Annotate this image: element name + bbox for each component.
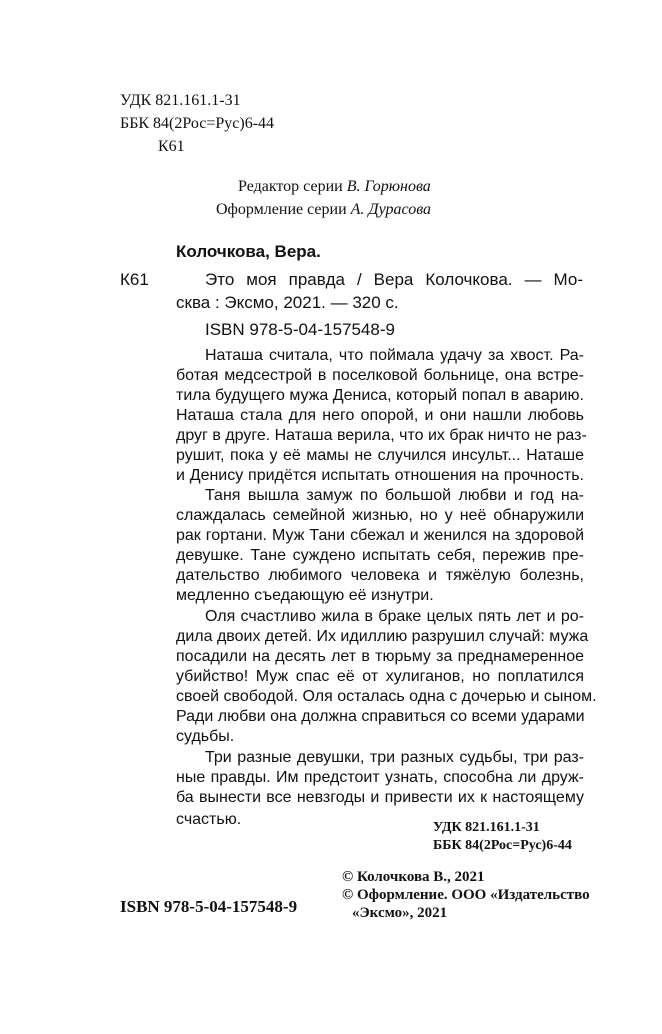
record-title-line-1-text: Это моя правда / Вера Колочкова. — Мо- xyxy=(205,270,583,289)
annotation-line xyxy=(176,386,584,405)
series-design-line xyxy=(216,201,431,219)
copyright-design-line-2: «Эксмо», 2021 xyxy=(352,905,448,921)
annotation-line-text: рушит, пока у её мамы не случился инсульт... Наташе xyxy=(176,447,584,464)
annotation-line xyxy=(176,466,584,485)
annotation-line-text: посадили на десять лет в тюрьму за преднамеренное xyxy=(176,648,584,665)
annotation-line-text: убийство! Муж спас её от хулиганов, но поплатился xyxy=(176,668,584,685)
copyright-design-line-1: © Оформление. ООО «Издательство xyxy=(342,887,590,903)
record-isbn: ISBN 978-5-04-157548-9 xyxy=(205,320,395,339)
annotation-line xyxy=(176,406,584,425)
annotation-line-text: Наташа считала, что поймала удачу за хвост. Ра- xyxy=(205,347,584,364)
annotation-line-text: и Денису придётся испытать отношения на прочность. xyxy=(176,467,584,484)
annotation-line: судьбы. xyxy=(176,728,235,745)
annotation-line-text: Таня вышла замуж по большой любви и год на- xyxy=(205,487,584,504)
annotation-line-text: рак гортани. Муж Тани сбежал и женился на здоровой xyxy=(176,527,584,544)
annotation-line xyxy=(176,426,587,445)
series-editor-line xyxy=(238,178,431,196)
annotation-line xyxy=(176,707,584,726)
record-author: Колочкова, Вера. xyxy=(176,242,321,261)
annotation-line: счастью. xyxy=(176,811,242,828)
annotation-line-text: Три разные девушки, три разных судьбы, три раз- xyxy=(205,749,584,766)
annotation-line xyxy=(205,346,584,365)
copyright-author: © Колочкова В., 2021 xyxy=(342,869,485,885)
annotation-line-text: девушке. Тане суждено испытать себя, пережив пре- xyxy=(176,547,584,564)
annotation-line xyxy=(205,607,584,626)
series-editor-label: Редактор серии xyxy=(238,178,343,195)
annotation-line xyxy=(176,687,597,706)
annotation-line xyxy=(176,546,584,565)
record-mark: К61 xyxy=(120,270,149,289)
annotation-line-text: Оля счастливо жила в браке целых пять лет и ро- xyxy=(205,608,584,625)
series-editor-name: В. Горюнова xyxy=(346,178,431,195)
annotation-line xyxy=(176,566,584,585)
annotation-line-text: Наташа стала для него опорой, и они нашли любовь xyxy=(176,407,584,424)
record-title-line-2: сква : Эксмо, 2021. — 320 с. xyxy=(176,293,399,312)
annotation-line-text: слаждалась семейной жизнью, но у неё обнаружили xyxy=(176,507,584,524)
annotation-line xyxy=(176,788,584,807)
annotation-line: медленно съедающую её изнутри. xyxy=(176,587,434,604)
footer-udk: УДК 821.161.1-31 xyxy=(433,820,540,835)
bbk-code: ББК 84(2Рос=Рус)6-44 xyxy=(120,115,275,132)
author-mark: К61 xyxy=(158,138,185,155)
footer-isbn: ISBN 978-5-04-157548-9 xyxy=(120,897,298,916)
annotation-line-text: тила будущего мужа Дениса, который попал в аварию. xyxy=(176,387,584,404)
annotation-line-text: Ради любви она должна справиться со всеми ударами xyxy=(176,708,585,725)
record-title-line-1 xyxy=(205,270,583,290)
annotation-line xyxy=(176,667,584,686)
annotation-line-text: ные правды. Им предстоит узнать, способна ли друж- xyxy=(176,769,584,786)
footer-bbk: ББК 84(2Рос=Рус)6-44 xyxy=(433,838,572,853)
annotation-line-text: дательство любимого человека и тяжёлую болезнь, xyxy=(176,567,584,584)
annotation-line xyxy=(176,647,584,666)
udk-code: УДК 821.161.1-31 xyxy=(120,92,241,109)
annotation-line-text: ба вынести все невзгоды и привести их к настоящему xyxy=(176,789,584,806)
annotation-line xyxy=(176,366,584,385)
series-design-label: Оформление серии xyxy=(216,201,347,218)
annotation-line xyxy=(176,526,584,545)
annotation-line xyxy=(205,486,584,505)
annotation-line xyxy=(205,748,584,767)
annotation-line xyxy=(176,627,589,646)
annotation-line-text: своей свободой. Оля осталась одна с дочерью и сыном. xyxy=(176,688,597,705)
annotation-line-text: ботая медсестрой в поселковой больнице, она встре- xyxy=(176,367,584,384)
annotation-line xyxy=(176,768,584,787)
series-design-name: А. Дурасова xyxy=(350,201,432,218)
annotation-line xyxy=(176,506,584,525)
annotation-line-text: дила двоих детей. Их идиллию разрушил случай: мужа xyxy=(176,628,589,645)
annotation-line xyxy=(176,446,584,465)
annotation-line-text: друг в друге. Наташа верила, что их брак ничто не раз- xyxy=(176,427,587,444)
